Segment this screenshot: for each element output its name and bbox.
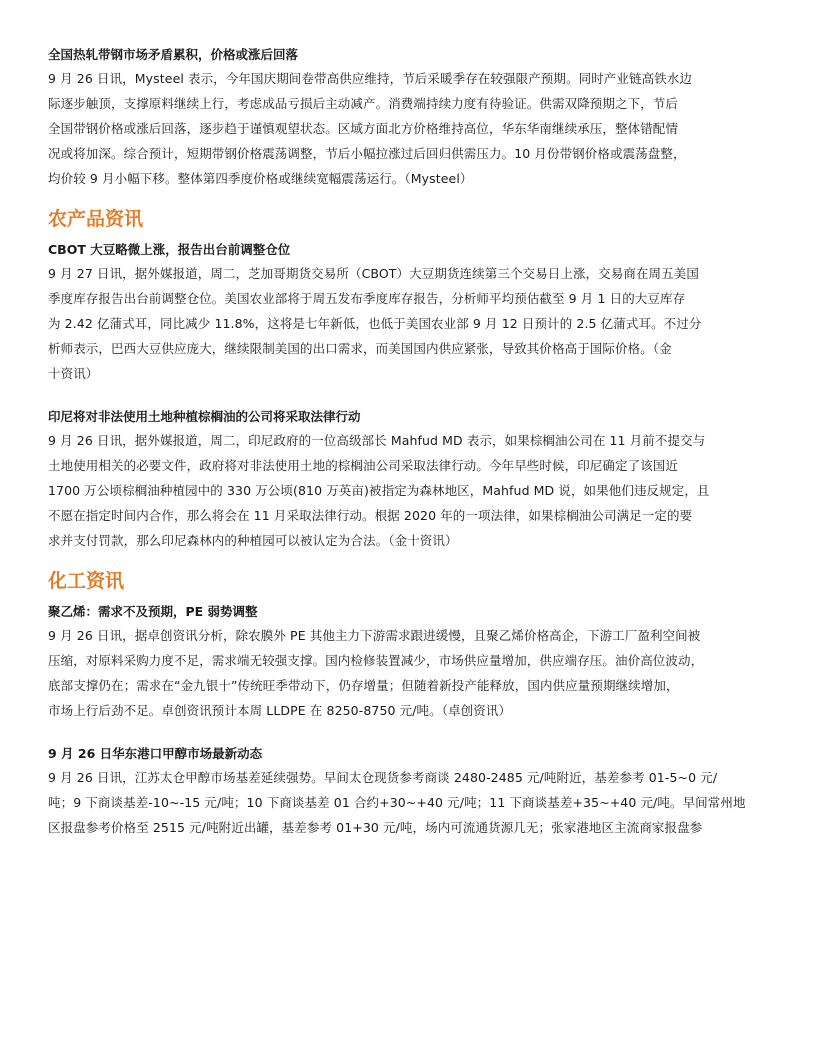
body-line: 9 月 26 日讯，据外媒报道，周二，印尼政府的一位高级部长 Mahfud MD 表示，如果棕榈油公司在 11 月前不提交与 (48, 433, 706, 448)
body-line: 均价较 9 月小幅下移。整体第四季度价格或继续宽幅震荡运行。（Mysteel） (48, 171, 473, 186)
article-title-methanol: 9 月 26 日华东港口甲醇市场最新动态 (48, 746, 263, 761)
article-title-soy: CBOT 大豆略微上涨，报告出台前调整仓位 (48, 242, 291, 257)
article-body-palm (48, 428, 768, 553)
body-line: 析师表示，巴西大豆供应庞大，继续限制美国的出口需求，而美国国内供应紧张，导致其价格高于国际价格。（金 (48, 341, 672, 356)
body-line: 压缩，对原料采购力度不足，需求端无较强支撑。国内检修装置减少，市场供应量增加，供应端存压。油价高位波动， (48, 653, 704, 668)
body-line: 土地使用相关的必要文件，政府将对非法使用土地的棕榈油公司采取法律行动。今年早些时候，印尼确定了该国近 (48, 458, 679, 473)
body-line: 为 2.42 亿蒲式耳，同比减少 11.8%，这将是七年新低，也低于美国农业部 9 月 12 日预计的 2.5 亿蒲式耳。不过分 (48, 316, 702, 331)
body-line: 全国带钢价格或涨后回落，逐步趋于谨慎观望状态。区域方面北方价格维持高位，华东华南继续承压，整体错配情 (48, 121, 679, 136)
article-body-pe (48, 623, 768, 723)
body-line: 季度库存报告出台前调整仓位。美国农业部将于周五发布季度库存报告，分析师平均预估截至 9 月 1 日的大豆库存 (48, 291, 686, 306)
section-heading-chem: 化工资讯 (48, 570, 125, 592)
body-line: 况或将加深。综合预计，短期带钢价格震荡调整，节后小幅拉涨过后回归供需压力。10 月份带钢价格或震荡盘整， (48, 146, 686, 161)
body-line: 9 月 26 日讯，江苏太仓甲醇市场基差延续强势。早间太仓现货参考商谈 2480-2485 元/吨附近，基差参考 01-5~0 元/ (48, 770, 718, 785)
body-line: 市场上行后劲不足。卓创资讯预计本周 LLDPE 在 8250-8750 元/吨。（卓创资讯） (48, 703, 512, 718)
body-line: 1700 万公顷棕榈油种植园中的 330 万公顷(810 万英亩)被指定为森林地区，Mahfud MD 说，如果他们违反规定，且 (48, 483, 710, 498)
article-body-methanol (48, 765, 768, 840)
section-heading-agri: 农产品资讯 (48, 208, 144, 230)
body-line: 底部支撑仍在；需求在“金九银十”传统旺季带动下，仍存增量；但随着新投产能释放，国内供应量预期继续增加， (48, 678, 679, 693)
article-body-steel (48, 66, 768, 191)
body-line: 吨；9 下商谈基差-10~-15 元/吨；10 下商谈基差 01 合约+30~+40 元/吨；11 下商谈基差+35~+40 元/吨。早间常州地 (48, 795, 746, 810)
article-title-pe: 聚乙烯：需求不及预期，PE 弱势调整 (48, 604, 258, 619)
body-line: 区报盘参考价格至 2515 元/吨附近出罐，基差参考 01+30 元/吨，场内可流通货源几无；张家港地区主流商家报盘参 (48, 820, 703, 835)
article-title-palm: 印尼将对非法使用土地种植棕榈油的公司将采取法律行动 (48, 409, 361, 424)
body-line: 求并支付罚款，那么印尼森林内的种植园可以被认定为合法。（金十资讯） (48, 533, 458, 548)
article-title-steel: 全国热轧带钢市场矛盾累积，价格或涨后回落 (48, 47, 299, 62)
body-line: 不愿在指定时间内合作，那么将会在 11 月采取法律行动。根据 2020 年的一项法律，如果棕榈油公司满足一定的要 (48, 508, 693, 523)
article-body-soy (48, 261, 768, 386)
body-line: 际逐步触顶，支撑原料继续上行，考虑成品亏损后主动减产。消费端持续力度有待验证。供需双降预期之下，节后 (48, 96, 679, 111)
body-line: 9 月 26 日讯，Mysteel 表示，今年国庆期间卷带高供应维持，节后采暖季存在较强限产预期。同时产业链高铁水边 (48, 71, 693, 86)
body-line: 9 月 27 日讯，据外媒报道，周二，芝加哥期货交易所（CBOT）大豆期货连续第三个交易日上涨，交易商在周五美国 (48, 266, 699, 281)
body-line: 十资讯） (48, 366, 99, 381)
body-line: 9 月 26 日讯，据卓创资讯分析，除农膜外 PE 其他主力下游需求跟进缓慢，且聚乙烯价格高企，下游工厂盈利空间被 (48, 628, 701, 643)
